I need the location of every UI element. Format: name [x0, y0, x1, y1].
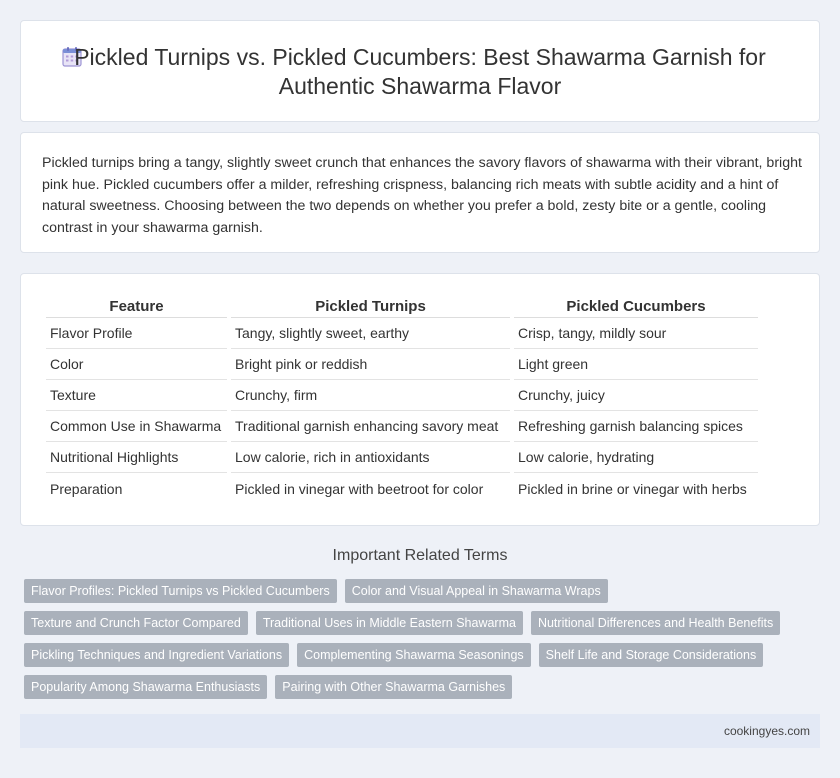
table-cell: Crisp, tangy, mildly sour: [514, 318, 758, 349]
table-cell: Low calorie, rich in antioxidants: [231, 442, 510, 473]
table-row: [46, 473, 758, 504]
related-term-tag[interactable]: Nutritional Differences and Health Benefits: [531, 611, 780, 635]
related-term-tag[interactable]: Shelf Life and Storage Considerations: [539, 643, 764, 667]
column-header: Pickled Turnips: [231, 296, 510, 318]
related-terms-list: [24, 579, 824, 707]
table-cell: Refreshing garnish balancing spices: [514, 411, 758, 442]
table-cell: Common Use in Shawarma: [46, 411, 227, 442]
table-row: [46, 411, 758, 442]
table-cell: Texture: [46, 380, 227, 411]
intro-paragraph: Pickled turnips bring a tangy, slightly sweet crunch that enhances the savory flavors of shawarma with their vibrant, bright pink hue. Pickled cucumbers offer a milder, refreshing crispness, balancing rich meats with subtle acidity and a hint of natural sweetness. Choosing between the two depends on whether you prefer a bold, zesty bite or a gentle, cooling contrast in your shawarma garnish.: [42, 155, 802, 236]
page-title: Pickled Turnips vs. Pickled Cucumbers: Best Shawarma Garnish for Authentic Shawarma Flavor: [74, 44, 766, 99]
table-cell: Crunchy, firm: [231, 380, 510, 411]
related-term-tag[interactable]: Traditional Uses in Middle Eastern Shawarma: [256, 611, 523, 635]
table-cell: Light green: [514, 349, 758, 380]
column-header: Pickled Cucumbers: [514, 296, 758, 318]
table-row: [46, 380, 758, 411]
comparison-table-card: [20, 273, 820, 526]
related-term-tag[interactable]: Pickling Techniques and Ingredient Variations: [24, 643, 289, 667]
table-cell: Flavor Profile: [46, 318, 227, 349]
footer-bar: [20, 714, 820, 748]
related-term-tag[interactable]: Complementing Shawarma Seasonings: [297, 643, 531, 667]
header-card: [20, 20, 820, 122]
site-name-link[interactable]: cookingyes.com: [723, 724, 810, 738]
intro-card: [20, 132, 820, 253]
table-row: [46, 442, 758, 473]
table-header-row: [46, 296, 758, 318]
table-cell: Color: [46, 349, 227, 380]
related-term-tag[interactable]: Pairing with Other Shawarma Garnishes: [275, 675, 512, 699]
related-term-tag[interactable]: Flavor Profiles: Pickled Turnips vs Pickled Cucumbers: [24, 579, 337, 603]
table-cell: Low calorie, hydrating: [514, 442, 758, 473]
related-term-tag[interactable]: Popularity Among Shawarma Enthusiasts: [24, 675, 267, 699]
table-cell: Nutritional Highlights: [46, 442, 227, 473]
table-row: [46, 318, 758, 349]
related-terms-title: Important Related Terms: [332, 547, 508, 564]
comparison-table: [42, 296, 762, 504]
related-term-tag[interactable]: Color and Visual Appeal in Shawarma Wraps: [345, 579, 608, 603]
table-row: [46, 349, 758, 380]
table-cell: Bright pink or reddish: [231, 349, 510, 380]
table-cell: Pickled in vinegar with beetroot for color: [235, 480, 484, 497]
column-header: Feature: [46, 296, 227, 318]
table-cell: Crunchy, juicy: [514, 380, 758, 411]
table-cell: Pickled in brine or vinegar with herbs: [518, 480, 747, 497]
related-term-tag[interactable]: Texture and Crunch Factor Compared: [24, 611, 248, 635]
table-cell: Tangy, slightly sweet, earthy: [231, 318, 510, 349]
table-cell: Traditional garnish enhancing savory meat: [231, 411, 510, 442]
table-cell: Preparation: [50, 480, 123, 497]
